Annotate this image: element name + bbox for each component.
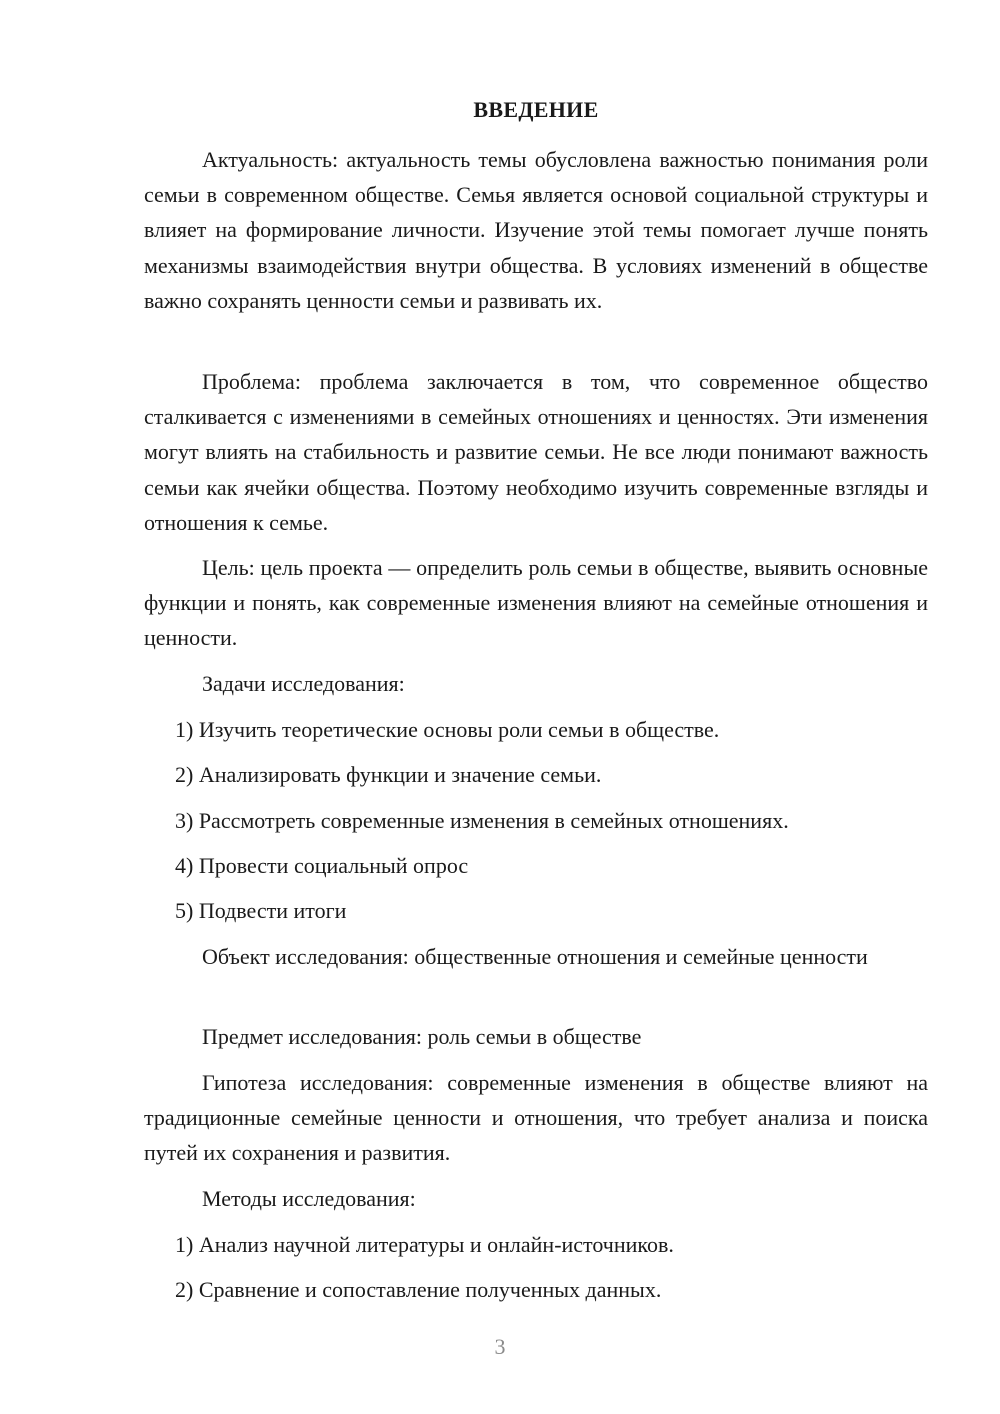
task-item: 4) Провести социальный опрос	[175, 853, 469, 878]
subject-paragraph: Предмет исследования: роль семьи в обществе	[202, 1024, 642, 1049]
page-number: 3	[494, 1334, 506, 1359]
hypothesis-paragraph: Гипотеза исследования: современные изменения в обществе влияют на традиционные семейные ценности и отношения, что требует анализа и поиска путей их сохранения и развития.	[144, 1070, 928, 1166]
task-item: 2) Анализировать функции и значение семьи.	[175, 762, 602, 787]
methods-heading: Методы исследования:	[202, 1186, 416, 1211]
method-item: 2) Сравнение и сопоставление полученных данных.	[175, 1277, 662, 1302]
tasks-heading: Задачи исследования:	[202, 671, 405, 696]
problem-paragraph: Проблема: проблема заключается в том, что современное общество сталкивается с изменениями в семейных отношениях и ценностях. Эти изменения могут влиять на стабильность и развитие семьи. Не все люди понимают важность семьи как ячейки общества. Поэтому необходимо изучить современные взгляды и отношения к семье.	[144, 369, 928, 535]
task-item: 5) Подвести итоги	[175, 898, 347, 923]
section-heading: ВВЕДЕНИЕ	[473, 97, 599, 122]
object-paragraph: Объект исследования: общественные отношения и семейные ценности	[202, 944, 868, 969]
method-item: 1) Анализ научной литературы и онлайн-источников.	[175, 1232, 674, 1257]
relevance-paragraph: Актуальность: актуальность темы обусловлена важностью понимания роли семьи в современном обществе. Семья является основой социальной структуры и влияет на формирование личности. Изучение этой темы помогает лучше понять механизмы взаимодействия внутри общества. В условиях изменений в обществе важно сохранять ценности семьи и развивать их.	[144, 147, 928, 313]
task-item: 1) Изучить теоретические основы роли семьи в обществе.	[175, 717, 720, 742]
task-item: 3) Рассмотреть современные изменения в семейных отношениях.	[175, 808, 789, 833]
goal-paragraph: Цель: цель проекта — определить роль семьи в обществе, выявить основные функции и понять, как современные изменения влияют на семейные отношения и ценности.	[144, 555, 928, 651]
